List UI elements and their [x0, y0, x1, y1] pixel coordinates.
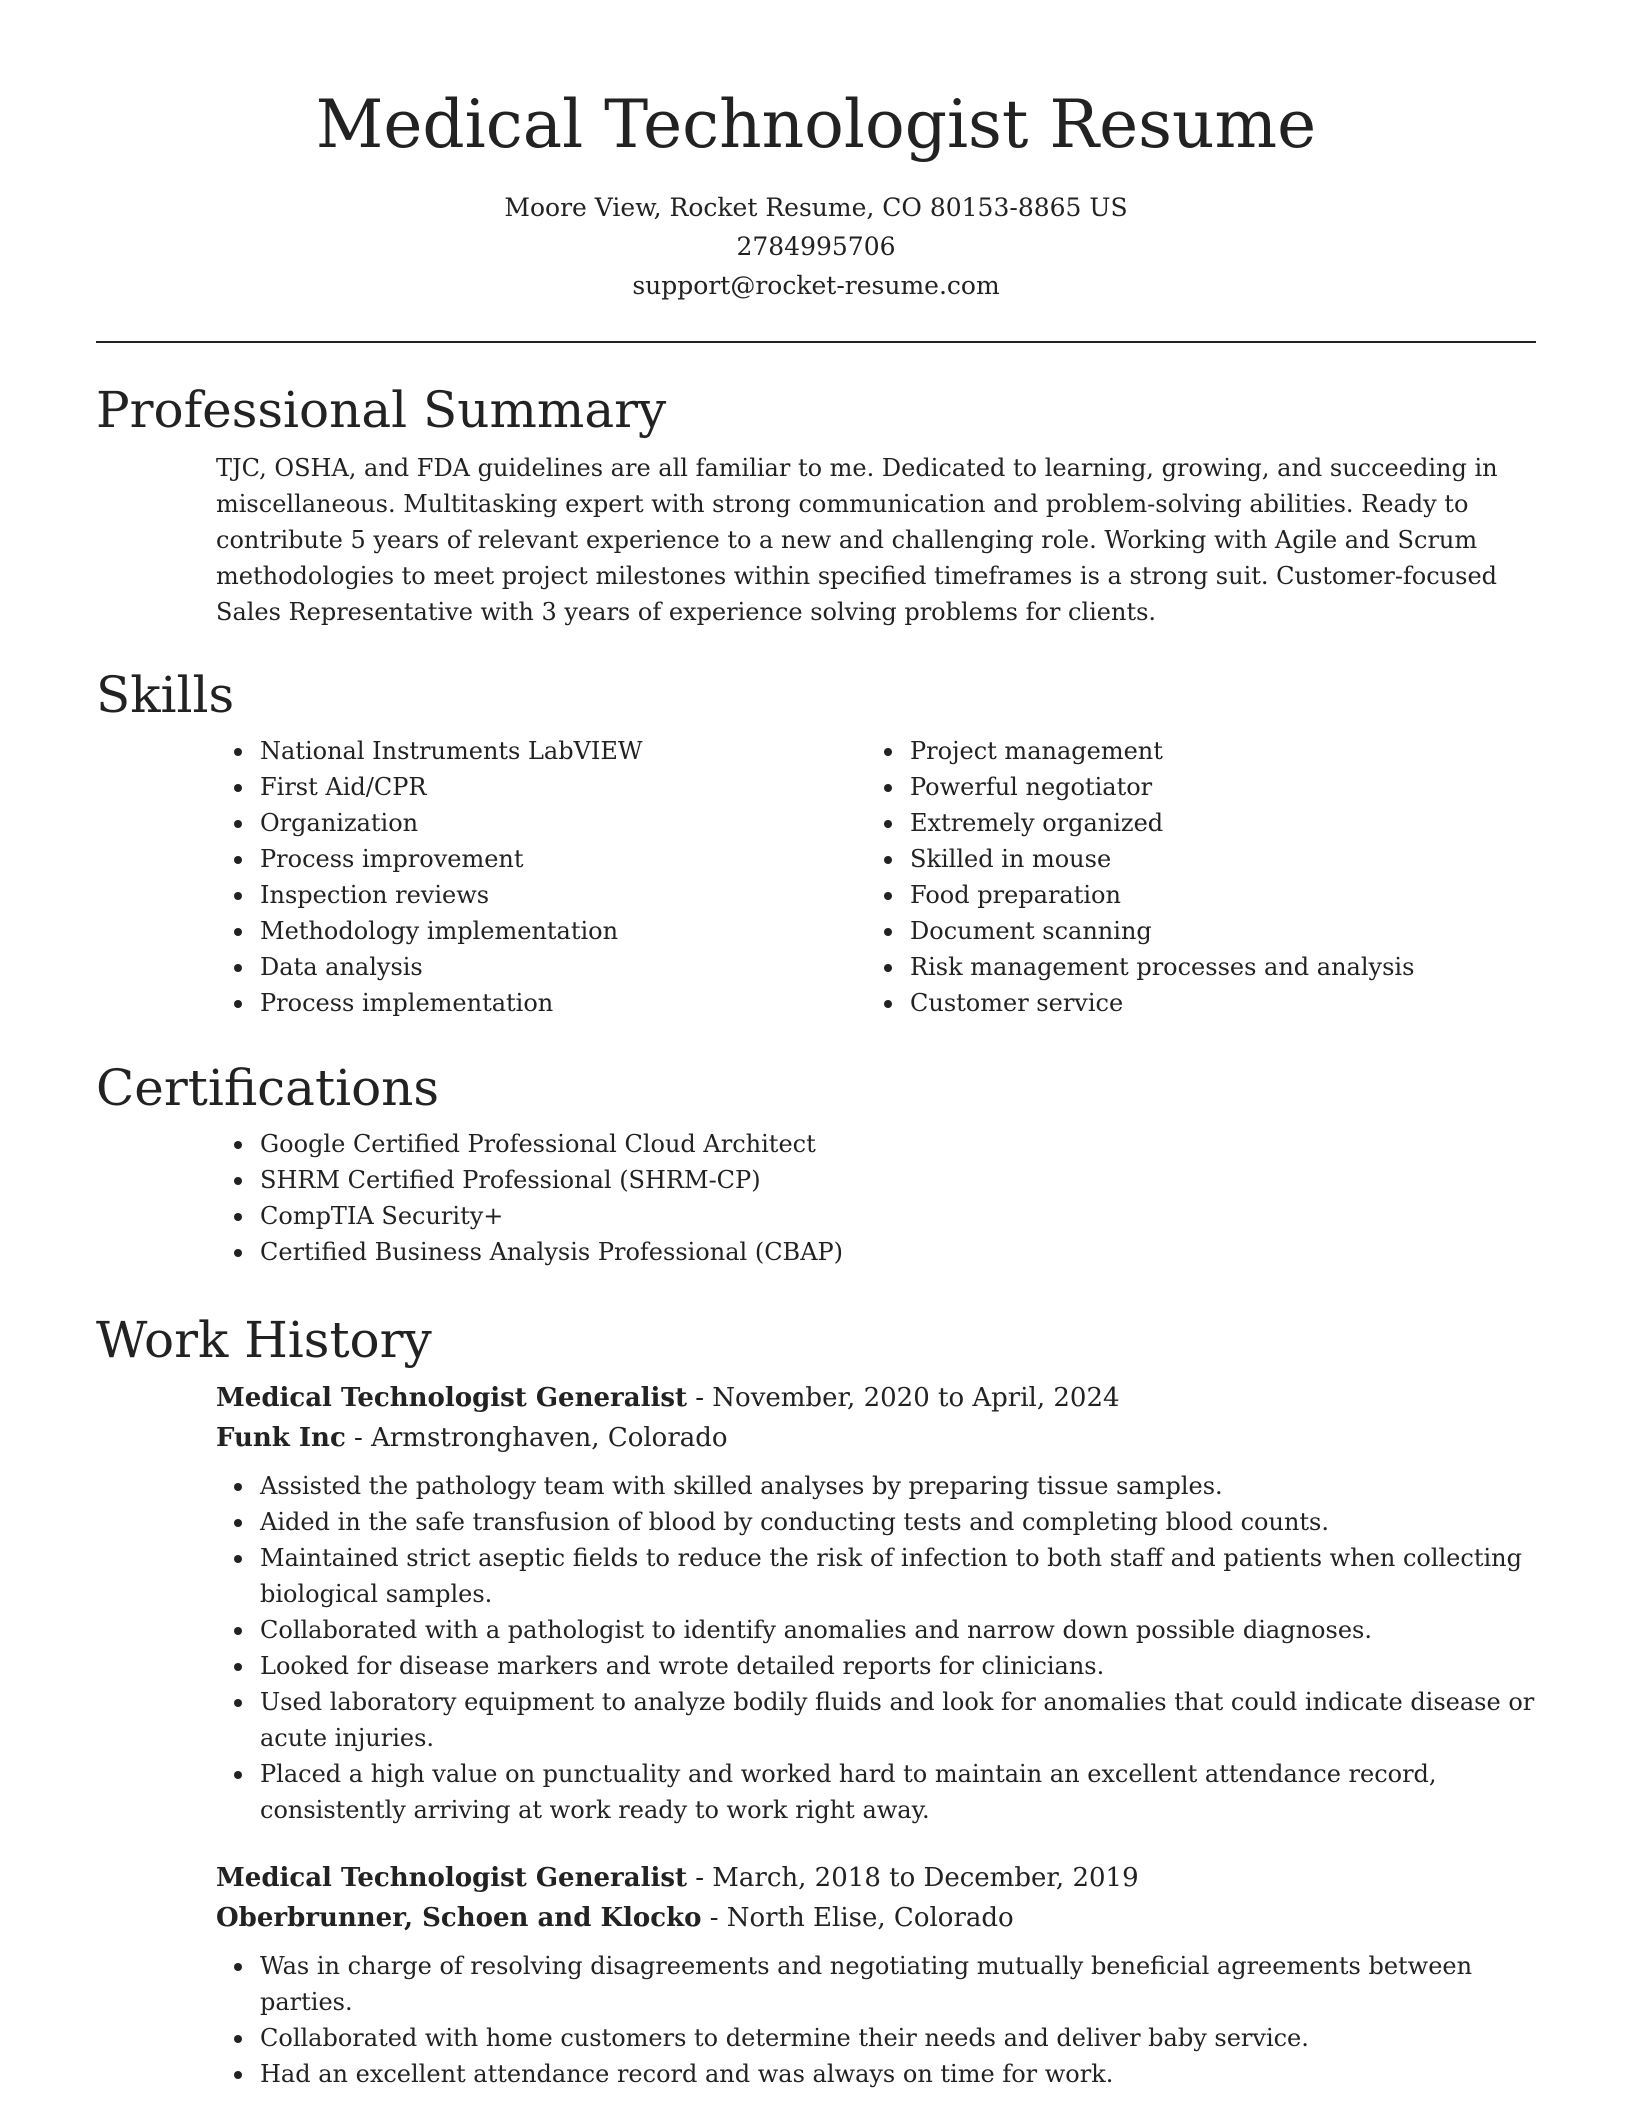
skill-item: Powerful negotiator — [746, 769, 1414, 805]
job-bullet: Collaborated with home customers to determine their needs and deliver baby service. — [96, 2020, 1550, 2056]
job-entry — [96, 1378, 1556, 1828]
summary-section — [96, 380, 1556, 630]
section-title-skills: Skills — [96, 666, 235, 724]
certification-item: SHRM Certified Professional (SHRM-CP) — [96, 1162, 1556, 1198]
job-location: - Armstronghaven, Colorado — [345, 1423, 728, 1453]
certification-item: Certified Business Analysis Professional (CBAP) — [96, 1234, 1556, 1270]
skill-item: National Instruments LabVIEW — [96, 733, 643, 769]
job-bullet: Collaborated with a pathologist to identify anomalies and narrow down possible diagnoses. — [96, 1612, 1550, 1648]
skill-item: Customer service — [746, 985, 1414, 1021]
skill-item: Project management — [746, 733, 1414, 769]
job-bullets — [96, 1948, 1556, 2092]
skill-item: Document scanning — [746, 913, 1414, 949]
job-company: Funk Inc — [216, 1423, 346, 1453]
job-dates: - November, 2020 to April, 2024 — [686, 1383, 1120, 1413]
skill-item: Food preparation — [746, 877, 1414, 913]
work-history-section — [96, 1310, 1556, 2092]
job-company-line — [216, 1898, 1556, 1938]
job-bullet: Looked for disease markers and wrote detailed reports for clinicians. — [96, 1648, 1550, 1684]
skill-item: Process improvement — [96, 841, 643, 877]
skill-item: Inspection reviews — [96, 877, 643, 913]
job-company-line — [216, 1418, 1556, 1458]
job-title-line — [216, 1378, 1556, 1418]
address: Moore View, Rocket Resume, CO 80153-8865 US — [504, 193, 1128, 222]
job-title: Medical Technologist Generalist — [216, 1863, 687, 1893]
skill-item: Extremely organized — [746, 805, 1414, 841]
resume-title: Medical Technologist Resume — [315, 86, 1317, 163]
job-bullets — [96, 1468, 1556, 1828]
skill-item: First Aid/CPR — [96, 769, 643, 805]
section-title-summary: Professional Summary — [96, 381, 667, 439]
summary-text: TJC, OSHA, and FDA guidelines are all familiar to me. Dedicated to learning, growing, and succeeding in miscellaneous. Multitasking expert with strong communication and problem-solving abilities. Ready to contribute 5 years of relevant experience to a new and challenging role. Working with Agile and Scrum methodologies to meet project milestones within specified timeframes is a strong suit. Customer-focused Sales Representative with 3 years of experience solving problems for clients. — [216, 454, 1498, 626]
skill-item: Risk management processes and analysis — [746, 949, 1414, 985]
job-company: Oberbrunner, Schoen and Klocko — [216, 1903, 702, 1933]
job-title: Medical Technologist Generalist — [216, 1383, 687, 1413]
phone: 2784995706 — [736, 232, 896, 261]
header-divider — [96, 341, 1536, 343]
certification-item: Google Certified Professional Cloud Architect — [96, 1126, 1556, 1162]
job-bullet: Had an excellent attendance record and was always on time for work. — [96, 2056, 1550, 2092]
email: support@rocket-resume.com — [632, 271, 1000, 300]
skills-section — [96, 665, 1556, 1017]
section-title-certifications: Certifications — [96, 1059, 440, 1117]
skills-list-right — [746, 733, 1414, 1021]
skill-item: Organization — [96, 805, 643, 841]
job-dates: - March, 2018 to December, 2019 — [686, 1863, 1139, 1893]
job-title-line — [216, 1858, 1556, 1898]
skill-item: Methodology implementation — [96, 913, 643, 949]
job-bullet: Assisted the pathology team with skilled analyses by preparing tissue samples. — [96, 1468, 1550, 1504]
skills-list-left — [96, 733, 643, 1021]
certifications-list — [96, 1126, 1556, 1270]
certification-item: CompTIA Security+ — [96, 1198, 1556, 1234]
skill-item: Data analysis — [96, 949, 643, 985]
resume-header — [0, 80, 1632, 305]
certifications-section — [96, 1058, 1556, 1270]
job-bullet: Aided in the safe transfusion of blood by conducting tests and completing blood counts. — [96, 1504, 1550, 1540]
skill-item: Process implementation — [96, 985, 643, 1021]
job-entry — [96, 1858, 1556, 2092]
job-bullet: Placed a high value on punctuality and worked hard to maintain an excellent attendance record, consistently arriving at work ready to work right away. — [96, 1756, 1550, 1828]
job-bullet: Used laboratory equipment to analyze bodily fluids and look for anomalies that could indicate disease or acute injuries. — [96, 1684, 1550, 1756]
job-bullet: Maintained strict aseptic fields to reduce the risk of infection to both staff and patients when collecting biological samples. — [96, 1540, 1550, 1612]
section-title-work-history: Work History — [96, 1311, 432, 1369]
job-location: - North Elise, Colorado — [701, 1903, 1014, 1933]
skill-item: Skilled in mouse — [746, 841, 1414, 877]
job-bullet: Was in charge of resolving disagreements and negotiating mutually beneficial agreements between parties. — [96, 1948, 1550, 2020]
